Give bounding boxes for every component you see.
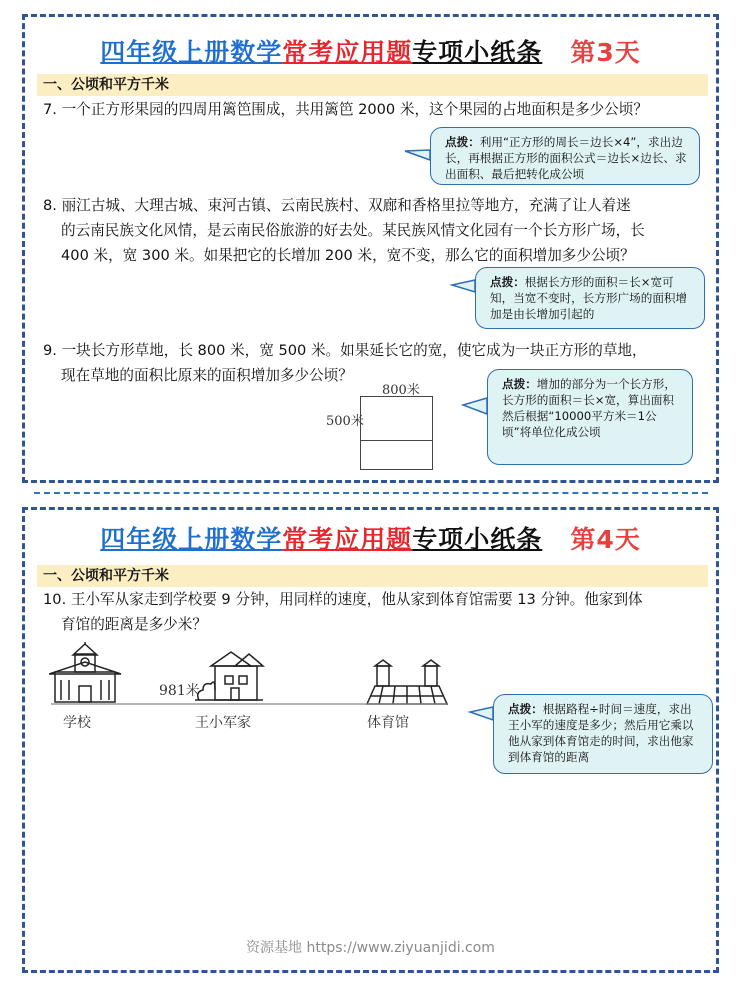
home-label: 王小军家 xyxy=(195,715,251,731)
tail-9 xyxy=(463,398,487,414)
hint-text: 增加的部分为一个长方形，长方形的面积＝长×宽，算出面积然后根据“10000平方米＝1公顷”将单位化成公顷 xyxy=(502,377,676,439)
tail-7 xyxy=(405,150,430,160)
question-8-line3: 400 米，宽 300 米。如果把它的长增加 200 米，宽不变，那么它的面积增加多少公顷？ xyxy=(61,247,635,264)
title-part-grade: 四年级上册数学 xyxy=(100,38,283,67)
tail-10 xyxy=(470,707,493,720)
title-day: 第3天 xyxy=(570,38,641,67)
hint-text: 利用“正方形的周长＝边长×4”，求出边长，再根据正方形的面积公式＝边长×边长、求出面积、最后把转化成公顷 xyxy=(445,135,687,181)
title-part-grade: 四年级上册数学 xyxy=(100,525,283,554)
title-part-strip: 专项小纸条 xyxy=(412,38,543,67)
title-part-strip: 专项小纸条 xyxy=(412,525,543,554)
hint-label: 点拨： xyxy=(445,135,480,149)
question-10-line1: 10. 王小军从家走到学校要 9 分钟，用同样的速度，他从家到体育馆需要 13 分钟。他家到体 xyxy=(43,591,643,608)
question-9-line2: 现在草地的面积比原来的面积增加多少公顷？ xyxy=(61,367,353,384)
tail-8 xyxy=(452,280,475,292)
figure-length-label: 800米 xyxy=(382,383,420,398)
hint-text: 根据路程÷时间＝速度，求出王小军的速度是多少；然后用它乘以他从家到体育馆走的时间，求出他家到体育馆的距离 xyxy=(508,702,694,764)
question-9-line1: 9. 一块长方形草地，长 800 米，宽 500 米。如果延长它的宽，使它成为一块正方形的草地， xyxy=(43,342,647,359)
distance-label: 981米 xyxy=(159,683,200,699)
hint-text: 根据长方形的面积＝长×宽可知，当宽不变时，长方形广场的面积增加是由长增加引起的 xyxy=(490,275,688,321)
question-10-line2: 育馆的距离是多少米？ xyxy=(61,616,207,633)
question-8-line2: 的云南民族文化风情，是云南民俗旅游的好去处。某民族风情文化园有一个长方形广场，长 xyxy=(61,222,645,239)
gym-label: 体育馆 xyxy=(367,715,409,731)
school-label: 学校 xyxy=(63,715,91,731)
title-day: 第4天 xyxy=(570,525,641,554)
hint-label: 点拨： xyxy=(502,377,537,391)
section-heading: 一、公顷和平方千米 xyxy=(37,74,708,96)
hint-label: 点拨： xyxy=(490,275,525,289)
hint-label: 点拨： xyxy=(508,702,543,716)
question-8-line1: 8. 丽江古城、大理古城、束河古镇、云南民族村、双廊和香格里拉等地方，充满了让人着迷 xyxy=(43,197,631,214)
section-heading: 一、公顷和平方千米 xyxy=(37,565,708,587)
title-part-topic: 常考应用题 xyxy=(282,525,413,554)
question-7-text: 7. 一个正方形果园的四周用篱笆围成，共用篱笆 2000 米，这个果园的占地面积是多少公顷？ xyxy=(43,101,648,118)
figure-width-label: 500米 xyxy=(326,414,364,429)
title-part-topic: 常考应用题 xyxy=(282,38,413,67)
footer-source: 资源基地 https://www.ziyuanjidi.com xyxy=(246,940,495,956)
